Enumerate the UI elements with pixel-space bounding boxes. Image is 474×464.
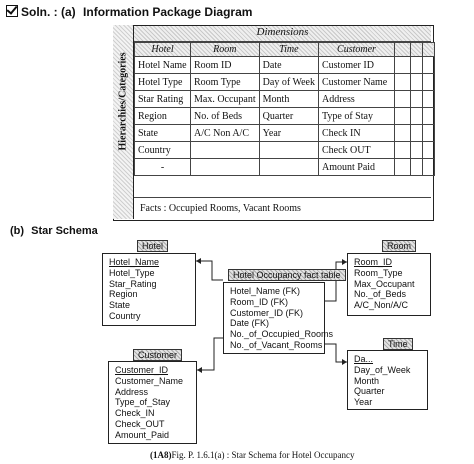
- entity-field: Star_Rating: [109, 278, 157, 289]
- figure-caption: [150, 450, 354, 460]
- part-b-label: (b): [10, 225, 25, 237]
- column-header: Customer: [318, 43, 394, 57]
- table-cell: Max. Occupant: [191, 91, 260, 108]
- table-cell: Check OUT: [318, 142, 394, 159]
- caption-text: Fig. P. 1.6.1(a) : Star Schema for Hotel Occupancy: [171, 450, 355, 460]
- hierarchies-label: Hierarchies/Categories: [117, 52, 129, 151]
- table-cell: No. of Beds: [191, 108, 260, 125]
- hotel-fact-link: [196, 261, 223, 280]
- dimensions-label: Dimensions: [256, 26, 309, 38]
- hotel-entity: [102, 253, 196, 326]
- table-cell: State: [135, 125, 191, 142]
- column-header: Time: [259, 43, 318, 57]
- room-entity: [347, 253, 431, 316]
- table-cell: Type of Stay: [318, 108, 394, 125]
- table-cell: Customer Name: [318, 74, 394, 91]
- table-cell: Check IN: [318, 125, 394, 142]
- entity-field: Month: [354, 375, 380, 386]
- entity-field: Hotel_Name (FK): [230, 286, 301, 296]
- entity-field: No._of_Vacant_Rooms: [230, 339, 323, 350]
- entity-field: Room_ID (FK): [230, 296, 289, 307]
- table-cell: Star Rating: [135, 91, 191, 108]
- fact-table-entity: [223, 282, 334, 354]
- entity-field: Da...: [354, 354, 374, 364]
- part-b-title: Star Schema: [31, 225, 98, 237]
- table-cell: Customer ID: [318, 57, 394, 74]
- column-header: Room: [191, 43, 260, 57]
- facts-row: Facts : Occupied Rooms, Vacant Rooms: [134, 197, 431, 219]
- entity-field: Address: [115, 386, 149, 397]
- customer-entity-label: Customer: [133, 349, 182, 361]
- entity-field: Date (FK): [230, 318, 270, 329]
- entity-field: Room_ID: [354, 257, 393, 267]
- room-fact-link: [325, 262, 347, 301]
- entity-field: Customer_ID: [115, 365, 169, 375]
- entity-field: Hotel_Type: [109, 267, 155, 278]
- table-cell: Year: [259, 125, 318, 142]
- table-cell: Date: [259, 57, 318, 74]
- entity-field: Quarter: [354, 386, 385, 397]
- entity-field: State: [109, 300, 131, 311]
- hotel-entity-label: Hotel: [137, 240, 168, 252]
- entity-field: Max_Occupant: [354, 278, 415, 289]
- entity-field: Day_of_Week: [354, 364, 411, 375]
- room-entity-label: Room: [382, 240, 416, 252]
- entity-field: Type_of_Stay: [115, 397, 171, 408]
- table-cell: -: [135, 159, 191, 176]
- table-cell: Region: [135, 108, 191, 125]
- table-cell: Room ID: [191, 57, 260, 74]
- caption-prefix: (1A8): [150, 450, 172, 460]
- entity-field: Year: [354, 397, 373, 408]
- entity-field: Room_Type: [354, 267, 403, 278]
- table-cell: Country: [135, 142, 191, 159]
- part-a-title: Information Package Diagram: [83, 5, 253, 19]
- fact-table-label: Hotel Occupancy fact table: [228, 269, 346, 281]
- entity-field: No._of_Beds: [354, 289, 407, 300]
- soln-label: Soln. :: [21, 5, 58, 19]
- table-cell: Day of Week: [259, 74, 318, 91]
- time-entity-label: Time: [383, 338, 413, 350]
- entity-field: Country: [109, 310, 141, 321]
- part-a-label: (a): [61, 5, 76, 19]
- column-header: Hotel: [135, 43, 191, 57]
- table-cell: Address: [318, 91, 394, 108]
- table-cell: Month: [259, 91, 318, 108]
- table-cell: Room Type: [191, 74, 260, 91]
- customer-arrow-icon: [197, 367, 202, 373]
- time-entity: [347, 350, 428, 410]
- table-cell: Hotel Type: [135, 74, 191, 91]
- entity-field: Amount_Paid: [115, 429, 170, 440]
- entity-field: Hotel_Name: [109, 257, 160, 267]
- entity-field: Customer_ID (FK): [230, 307, 304, 318]
- customer-entity: [108, 361, 197, 444]
- time-fact-link: [325, 344, 347, 362]
- entity-field: Region: [109, 289, 138, 300]
- entity-field: Check_IN: [115, 408, 155, 419]
- table-cell: Amount Paid: [318, 159, 394, 176]
- entity-field: No._of_Occupied_Rooms: [230, 329, 334, 340]
- entity-field: Check_OUT: [115, 418, 165, 429]
- entity-field: Customer_Name: [115, 375, 184, 386]
- customer-fact-link: [197, 338, 226, 370]
- table-cell: Quarter: [259, 108, 318, 125]
- hotel-arrow-icon: [196, 258, 201, 264]
- entity-field: A/C_Non/A/C: [354, 300, 409, 311]
- table-cell: Hotel Name: [135, 57, 191, 74]
- table-cell: A/C Non A/C: [191, 125, 260, 142]
